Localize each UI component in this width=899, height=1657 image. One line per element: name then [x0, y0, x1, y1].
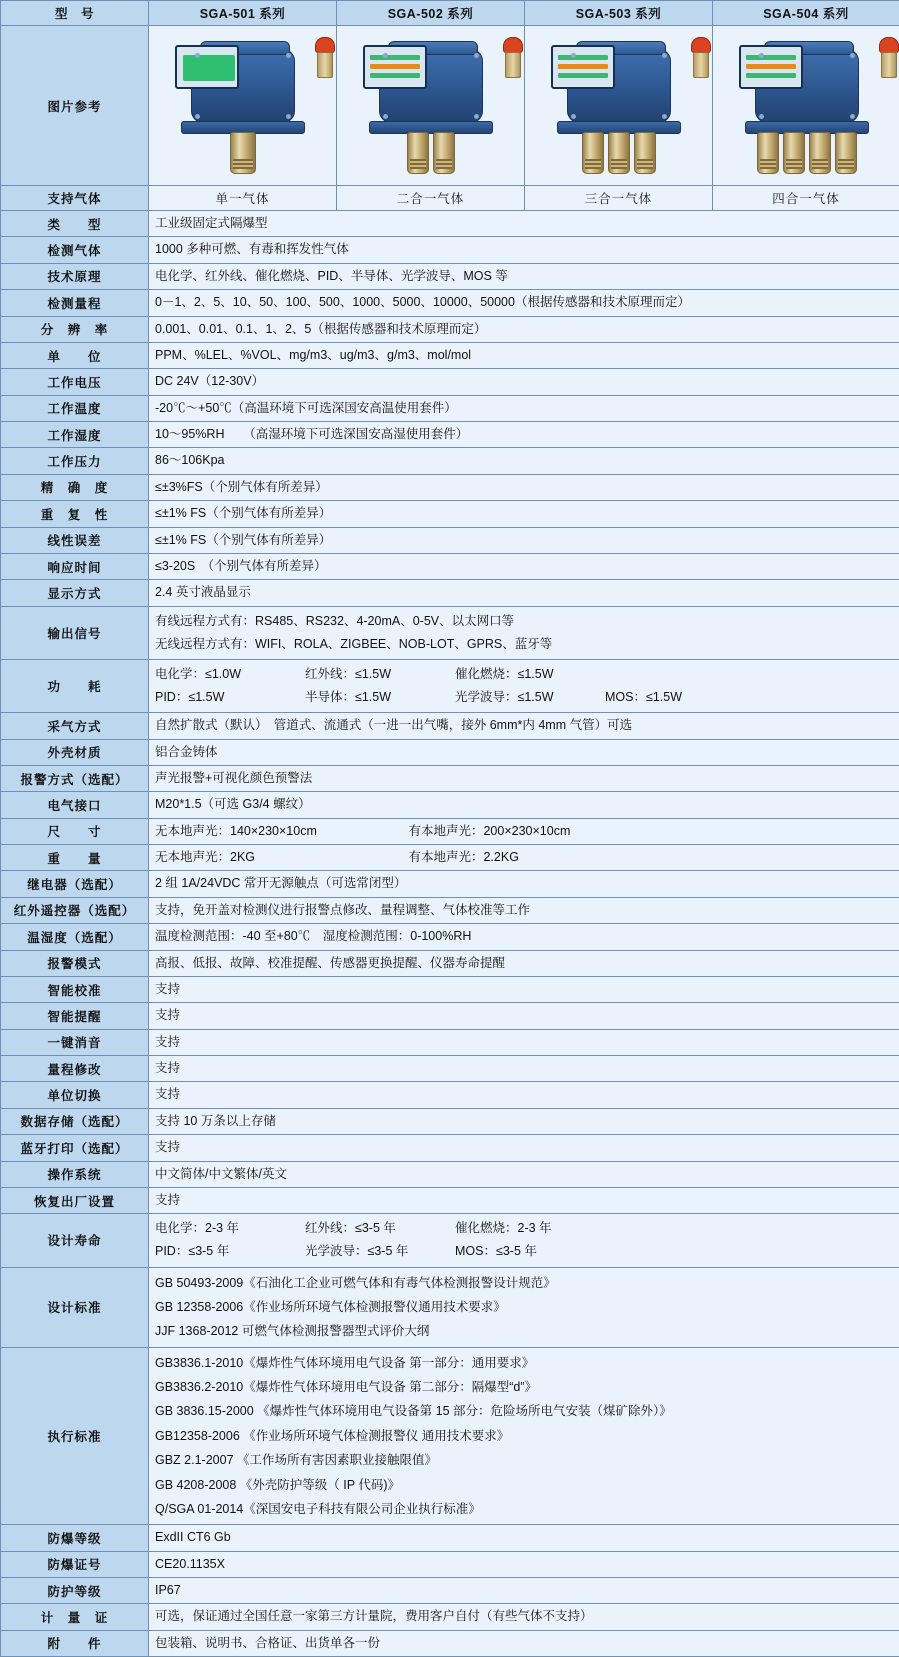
row-label-temp-humidity-option: 温湿度（选配）	[1, 924, 149, 950]
row-value-resolution: 0.001、0.01、0.1、1、2、5（根据传感器和技术原理而定）	[149, 316, 899, 342]
table-row-response-time	[1, 553, 899, 579]
gas-detector-illustration-3	[531, 31, 721, 181]
row-label-sampling: 采气方式	[1, 713, 149, 739]
table-row-metrology-certificate	[1, 1604, 899, 1630]
row-value-voltage: DC 24V（12-30V）	[149, 369, 899, 395]
product-image-sga-501	[149, 26, 337, 186]
product-image-sga-502	[337, 26, 525, 186]
table-row-range	[1, 290, 899, 316]
row-label-image-reference: 图片参考	[1, 26, 149, 186]
model-sga-504: SGA-504 系列	[713, 1, 899, 26]
row-label-humidity: 工作湿度	[1, 422, 149, 448]
row-value-remote-control: 支持，免开盖对检测仪进行报警点修改、量程调整、气体校准等工作	[149, 897, 899, 923]
exec-standard-item: GB 4208-2008 《外壳防护等级（ IP 代码)》	[155, 1473, 893, 1497]
row-value-linearity: ≤±1% FS（个别气体有所差异）	[149, 527, 899, 553]
table-row-exec-standard	[1, 1347, 899, 1525]
life-electrochemical: 电化学：2-3 年	[155, 1217, 305, 1240]
table-row-housing	[1, 739, 899, 765]
row-label-design-standard: 设计标准	[1, 1267, 149, 1347]
row-value-ex-certificate: CE20.1135X	[149, 1551, 899, 1577]
weight-with-alarm: 有本地声光：2.2KG	[408, 848, 518, 867]
table-row-unit	[1, 342, 899, 368]
product-image-sga-503	[525, 26, 713, 186]
row-value-display: 2.4 英寸液晶显示	[149, 580, 899, 606]
row-value-size	[149, 818, 899, 844]
alarm-horn-icon	[313, 37, 337, 79]
row-label-alarm-method: 报警方式（选配）	[1, 765, 149, 791]
row-label-unit-switch: 单位切换	[1, 1082, 149, 1108]
row-label-output-signal: 输出信号	[1, 606, 149, 659]
power-infrared: 红外线：≤1.5W	[305, 663, 455, 686]
row-value-smart-calibration: 支持	[149, 976, 899, 1002]
row-value-range-modify: 支持	[149, 1056, 899, 1082]
life-infrared: 红外线：≤3-5 年	[305, 1217, 455, 1240]
row-label-gas-support: 支持气体	[1, 186, 149, 211]
row-value-accessories: 包装箱、说明书、合格证、出货单各一份	[149, 1630, 899, 1656]
table-row-design-lifetime	[1, 1214, 899, 1267]
alarm-horn-icon	[689, 37, 713, 79]
gas-detector-illustration-1	[155, 31, 345, 181]
row-value-unit: PPM、%LEL、%VOL、mg/m3、ug/m3、g/m3、mol/mol	[149, 342, 899, 368]
exec-standard-item: Q/SGA 01-2014《深国安电子科技有限公司企业执行标准》	[155, 1497, 893, 1521]
row-value-detect-gas: 1000 多种可燃、有毒和挥发性气体	[149, 237, 899, 263]
row-value-humidity: 10～95%RH （高湿环境下可选深国安高湿使用套件）	[149, 422, 899, 448]
model-sga-502: SGA-502 系列	[337, 1, 525, 26]
row-value-smart-reminder: 支持	[149, 1003, 899, 1029]
alarm-horn-icon	[501, 37, 525, 79]
sensor-probes-4	[747, 132, 867, 178]
row-value-design-standard	[149, 1267, 899, 1347]
table-row-electrical-interface	[1, 792, 899, 818]
row-value-principle: 电化学、红外线、催化燃烧、PID、半导体、光学波导、MOS 等	[149, 263, 899, 289]
row-value-sampling: 自然扩散式（默认） 管道式、流通式（一进一出气嘴，接外 6mm*内 4mm 气管）可选	[149, 713, 899, 739]
table-row-data-storage	[1, 1108, 899, 1134]
row-label-design-lifetime: 设计寿命	[1, 1214, 149, 1267]
row-label-detect-gas: 检测气体	[1, 237, 149, 263]
row-value-data-storage: 支持 10 万条以上存储	[149, 1108, 899, 1134]
row-label-operating-system: 操作系统	[1, 1161, 149, 1187]
row-value-design-lifetime	[149, 1214, 899, 1267]
gas-support-501: 单一气体	[149, 186, 337, 211]
gas-detector-illustration-4	[719, 31, 899, 181]
row-value-ip-grade: IP67	[149, 1578, 899, 1604]
row-label-unit: 单 位	[1, 342, 149, 368]
row-label-linearity: 线性误差	[1, 527, 149, 553]
gas-support-503: 三合一气体	[525, 186, 713, 211]
row-value-ex-grade: ExdII CT6 Gb	[149, 1525, 899, 1551]
row-label-repeatability: 重 复 性	[1, 501, 149, 527]
table-row-type	[1, 211, 899, 237]
model-sga-503: SGA-503 系列	[525, 1, 713, 26]
table-row-alarm-method	[1, 765, 899, 791]
row-value-relay: 2 组 1A/24VDC 常开无源触点（可选常闭型）	[149, 871, 899, 897]
row-value-pressure: 86～106Kpa	[149, 448, 899, 474]
table-row-ex-grade	[1, 1525, 899, 1551]
row-label-alarm-mode: 报警模式	[1, 950, 149, 976]
table-row-display	[1, 580, 899, 606]
row-value-response-time: ≤3-20S （个别气体有所差异）	[149, 553, 899, 579]
output-wireless: 无线远程方式有：WIFI、ROLA、ZIGBEE、NOB-LOT、GPRS、蓝牙等	[155, 633, 893, 656]
row-label-bluetooth-print: 蓝牙打印（选配）	[1, 1135, 149, 1161]
row-value-type: 工业级固定式隔爆型	[149, 211, 899, 237]
row-value-output-signal	[149, 606, 899, 659]
row-value-power	[149, 659, 899, 712]
table-row-humidity	[1, 422, 899, 448]
output-wired: 有线远程方式有：RS485、RS232、4-20mA、0-5V、以太网口等	[155, 610, 893, 633]
size-without-alarm: 无本地声光：140×230×10cm	[155, 822, 405, 841]
row-label-ex-grade: 防爆等级	[1, 1525, 149, 1551]
row-label-power: 功 耗	[1, 659, 149, 712]
exec-standard-item: GB3836.2-2010《爆炸性气体环境用电气设备 第二部分：隔爆型“d”》	[155, 1375, 893, 1399]
size-with-alarm: 有本地声光：200×230×10cm	[408, 822, 570, 841]
row-label-type: 类 型	[1, 211, 149, 237]
row-label-smart-calibration: 智能校准	[1, 976, 149, 1002]
table-row-temperature	[1, 395, 899, 421]
table-row-operating-system	[1, 1161, 899, 1187]
table-row-one-key-mute	[1, 1029, 899, 1055]
row-value-metrology-certificate: 可选，保证通过全国任意一家第三方计量院，费用客户自付（有些气体不支持）	[149, 1604, 899, 1630]
row-value-alarm-mode: 高报、低报、故障、校准提醒、传感器更换提醒、仪器寿命提醒	[149, 950, 899, 976]
row-label-temperature: 工作温度	[1, 395, 149, 421]
table-row-relay	[1, 871, 899, 897]
power-electrochemical: 电化学：≤1.0W	[155, 663, 305, 686]
row-value-factory-reset: 支持	[149, 1187, 899, 1213]
row-value-temp-humidity-option: 温度检测范围：-40 至+80℃ 湿度检测范围：0-100%RH	[149, 924, 899, 950]
table-row-ex-certificate	[1, 1551, 899, 1577]
model-sga-501: SGA-501 系列	[149, 1, 337, 26]
power-semiconductor: 半导体：≤1.5W	[305, 686, 455, 709]
row-label-accuracy: 精 确 度	[1, 474, 149, 500]
table-row-smart-reminder	[1, 1003, 899, 1029]
row-label-relay: 继电器（选配）	[1, 871, 149, 897]
table-row-weight	[1, 845, 899, 871]
table-row-accessories	[1, 1630, 899, 1656]
sensor-probes-1	[183, 132, 303, 178]
alarm-horn-icon	[877, 37, 899, 79]
table-row-range-modify	[1, 1056, 899, 1082]
row-value-repeatability: ≤±1% FS（个别气体有所差异）	[149, 501, 899, 527]
row-value-exec-standard	[149, 1347, 899, 1525]
table-row-gas-support	[1, 186, 899, 211]
sensor-probes-2	[371, 132, 491, 178]
life-catalytic: 催化燃烧：2-3 年	[455, 1217, 605, 1240]
row-value-operating-system: 中文简体/中文繁体/英文	[149, 1161, 899, 1187]
table-row-bluetooth-print	[1, 1135, 899, 1161]
table-row-detect-gas	[1, 237, 899, 263]
table-row-voltage	[1, 369, 899, 395]
row-label-one-key-mute: 一键消音	[1, 1029, 149, 1055]
row-label-data-storage: 数据存储（选配）	[1, 1108, 149, 1134]
row-label-response-time: 响应时间	[1, 553, 149, 579]
table-row-repeatability	[1, 501, 899, 527]
design-standard-item: JJF 1368-2012 可燃气体检测报警器型式评价大纲	[155, 1319, 893, 1343]
row-label-display: 显示方式	[1, 580, 149, 606]
row-label-remote-control: 红外遥控器（选配）	[1, 897, 149, 923]
table-row-sampling	[1, 713, 899, 739]
row-label-pressure: 工作压力	[1, 448, 149, 474]
row-label-exec-standard: 执行标准	[1, 1347, 149, 1525]
life-optical: 光学波导：≤3-5 年	[305, 1240, 455, 1263]
design-standard-item: GB 12358-2006《作业场所环境气体检测报警仪通用技术要求》	[155, 1295, 893, 1319]
row-label-factory-reset: 恢复出厂设置	[1, 1187, 149, 1213]
table-row-resolution	[1, 316, 899, 342]
life-mos: MOS：≤3-5 年	[455, 1240, 605, 1263]
product-image-sga-504	[713, 26, 899, 186]
row-value-electrical-interface: M20*1.5（可选 G3/4 螺纹）	[149, 792, 899, 818]
row-label-voltage: 工作电压	[1, 369, 149, 395]
table-row-ip-grade	[1, 1578, 899, 1604]
row-value-unit-switch: 支持	[149, 1082, 899, 1108]
table-row-unit-switch	[1, 1082, 899, 1108]
sensor-probes-3	[559, 132, 679, 178]
row-label-resolution: 分 辨 率	[1, 316, 149, 342]
table-row-factory-reset	[1, 1187, 899, 1213]
row-label-smart-reminder: 智能提醒	[1, 1003, 149, 1029]
table-row-design-standard	[1, 1267, 899, 1347]
table-row-alarm-mode	[1, 950, 899, 976]
row-value-alarm-method: 声光报警+可视化颜色预警法	[149, 765, 899, 791]
row-label-housing: 外壳材质	[1, 739, 149, 765]
table-row-smart-calibration	[1, 976, 899, 1002]
row-label-model: 型 号	[1, 1, 149, 26]
row-label-ex-certificate: 防爆证号	[1, 1551, 149, 1577]
power-catalytic: 催化燃烧：≤1.5W	[455, 663, 605, 686]
table-row-size	[1, 818, 899, 844]
power-pid: PID：≤1.5W	[155, 686, 305, 709]
table-row-output-signal	[1, 606, 899, 659]
row-label-range: 检测量程	[1, 290, 149, 316]
table-row-pressure	[1, 448, 899, 474]
gas-support-504: 四合一气体	[713, 186, 899, 211]
row-value-weight	[149, 845, 899, 871]
row-label-ip-grade: 防护等级	[1, 1578, 149, 1604]
table-row-remote-control	[1, 897, 899, 923]
row-value-housing: 铝合金铸体	[149, 739, 899, 765]
gas-detector-illustration-2	[343, 31, 533, 181]
row-label-metrology-certificate: 计 量 证	[1, 1604, 149, 1630]
exec-standard-item: GB3836.1-2010《爆炸性气体环境用电气设备 第一部分：通用要求》	[155, 1351, 893, 1375]
life-pid: PID：≤3-5 年	[155, 1240, 305, 1263]
gas-support-502: 二合一气体	[337, 186, 525, 211]
row-value-temperature: -20℃～+50℃（高温环境下可选深国安高温使用套件）	[149, 395, 899, 421]
weight-without-alarm: 无本地声光：2KG	[155, 848, 405, 867]
row-value-one-key-mute: 支持	[149, 1029, 899, 1055]
power-optical: 光学波导：≤1.5W	[455, 686, 605, 709]
table-row-model-header	[1, 1, 899, 26]
exec-standard-item: GB12358-2006 《作业场所环境气体检测报警仪 通用技术要求》	[155, 1424, 893, 1448]
table-row-power	[1, 659, 899, 712]
row-label-size: 尺 寸	[1, 818, 149, 844]
row-label-electrical-interface: 电气接口	[1, 792, 149, 818]
exec-standard-item: GBZ 2.1-2007 《工作场所有害因素职业接触限值》	[155, 1448, 893, 1472]
row-value-range: 0－1、2、5、10、50、100、500、1000、5000、10000、50000（根据传感器和技术原理而定）	[149, 290, 899, 316]
row-label-accessories: 附 件	[1, 1630, 149, 1656]
table-row-accuracy	[1, 474, 899, 500]
table-row-principle	[1, 263, 899, 289]
row-value-bluetooth-print: 支持	[149, 1135, 899, 1161]
row-label-range-modify: 量程修改	[1, 1056, 149, 1082]
row-label-principle: 技术原理	[1, 263, 149, 289]
design-standard-item: GB 50493-2009《石油化工企业可燃气体和有毒气体检测报警设计规范》	[155, 1271, 893, 1295]
row-label-weight: 重 量	[1, 845, 149, 871]
exec-standard-item: GB 3836.15-2000 《爆炸性气体环境用电气设备第 15 部分：危险场所电气安装（煤矿除外）》	[155, 1399, 893, 1423]
power-mos: MOS：≤1.5W	[605, 686, 755, 709]
table-row-temp-humidity-option	[1, 924, 899, 950]
table-row-product-images	[1, 26, 899, 186]
table-row-linearity	[1, 527, 899, 553]
row-value-accuracy: ≤±3%FS（个别气体有所差异）	[149, 474, 899, 500]
